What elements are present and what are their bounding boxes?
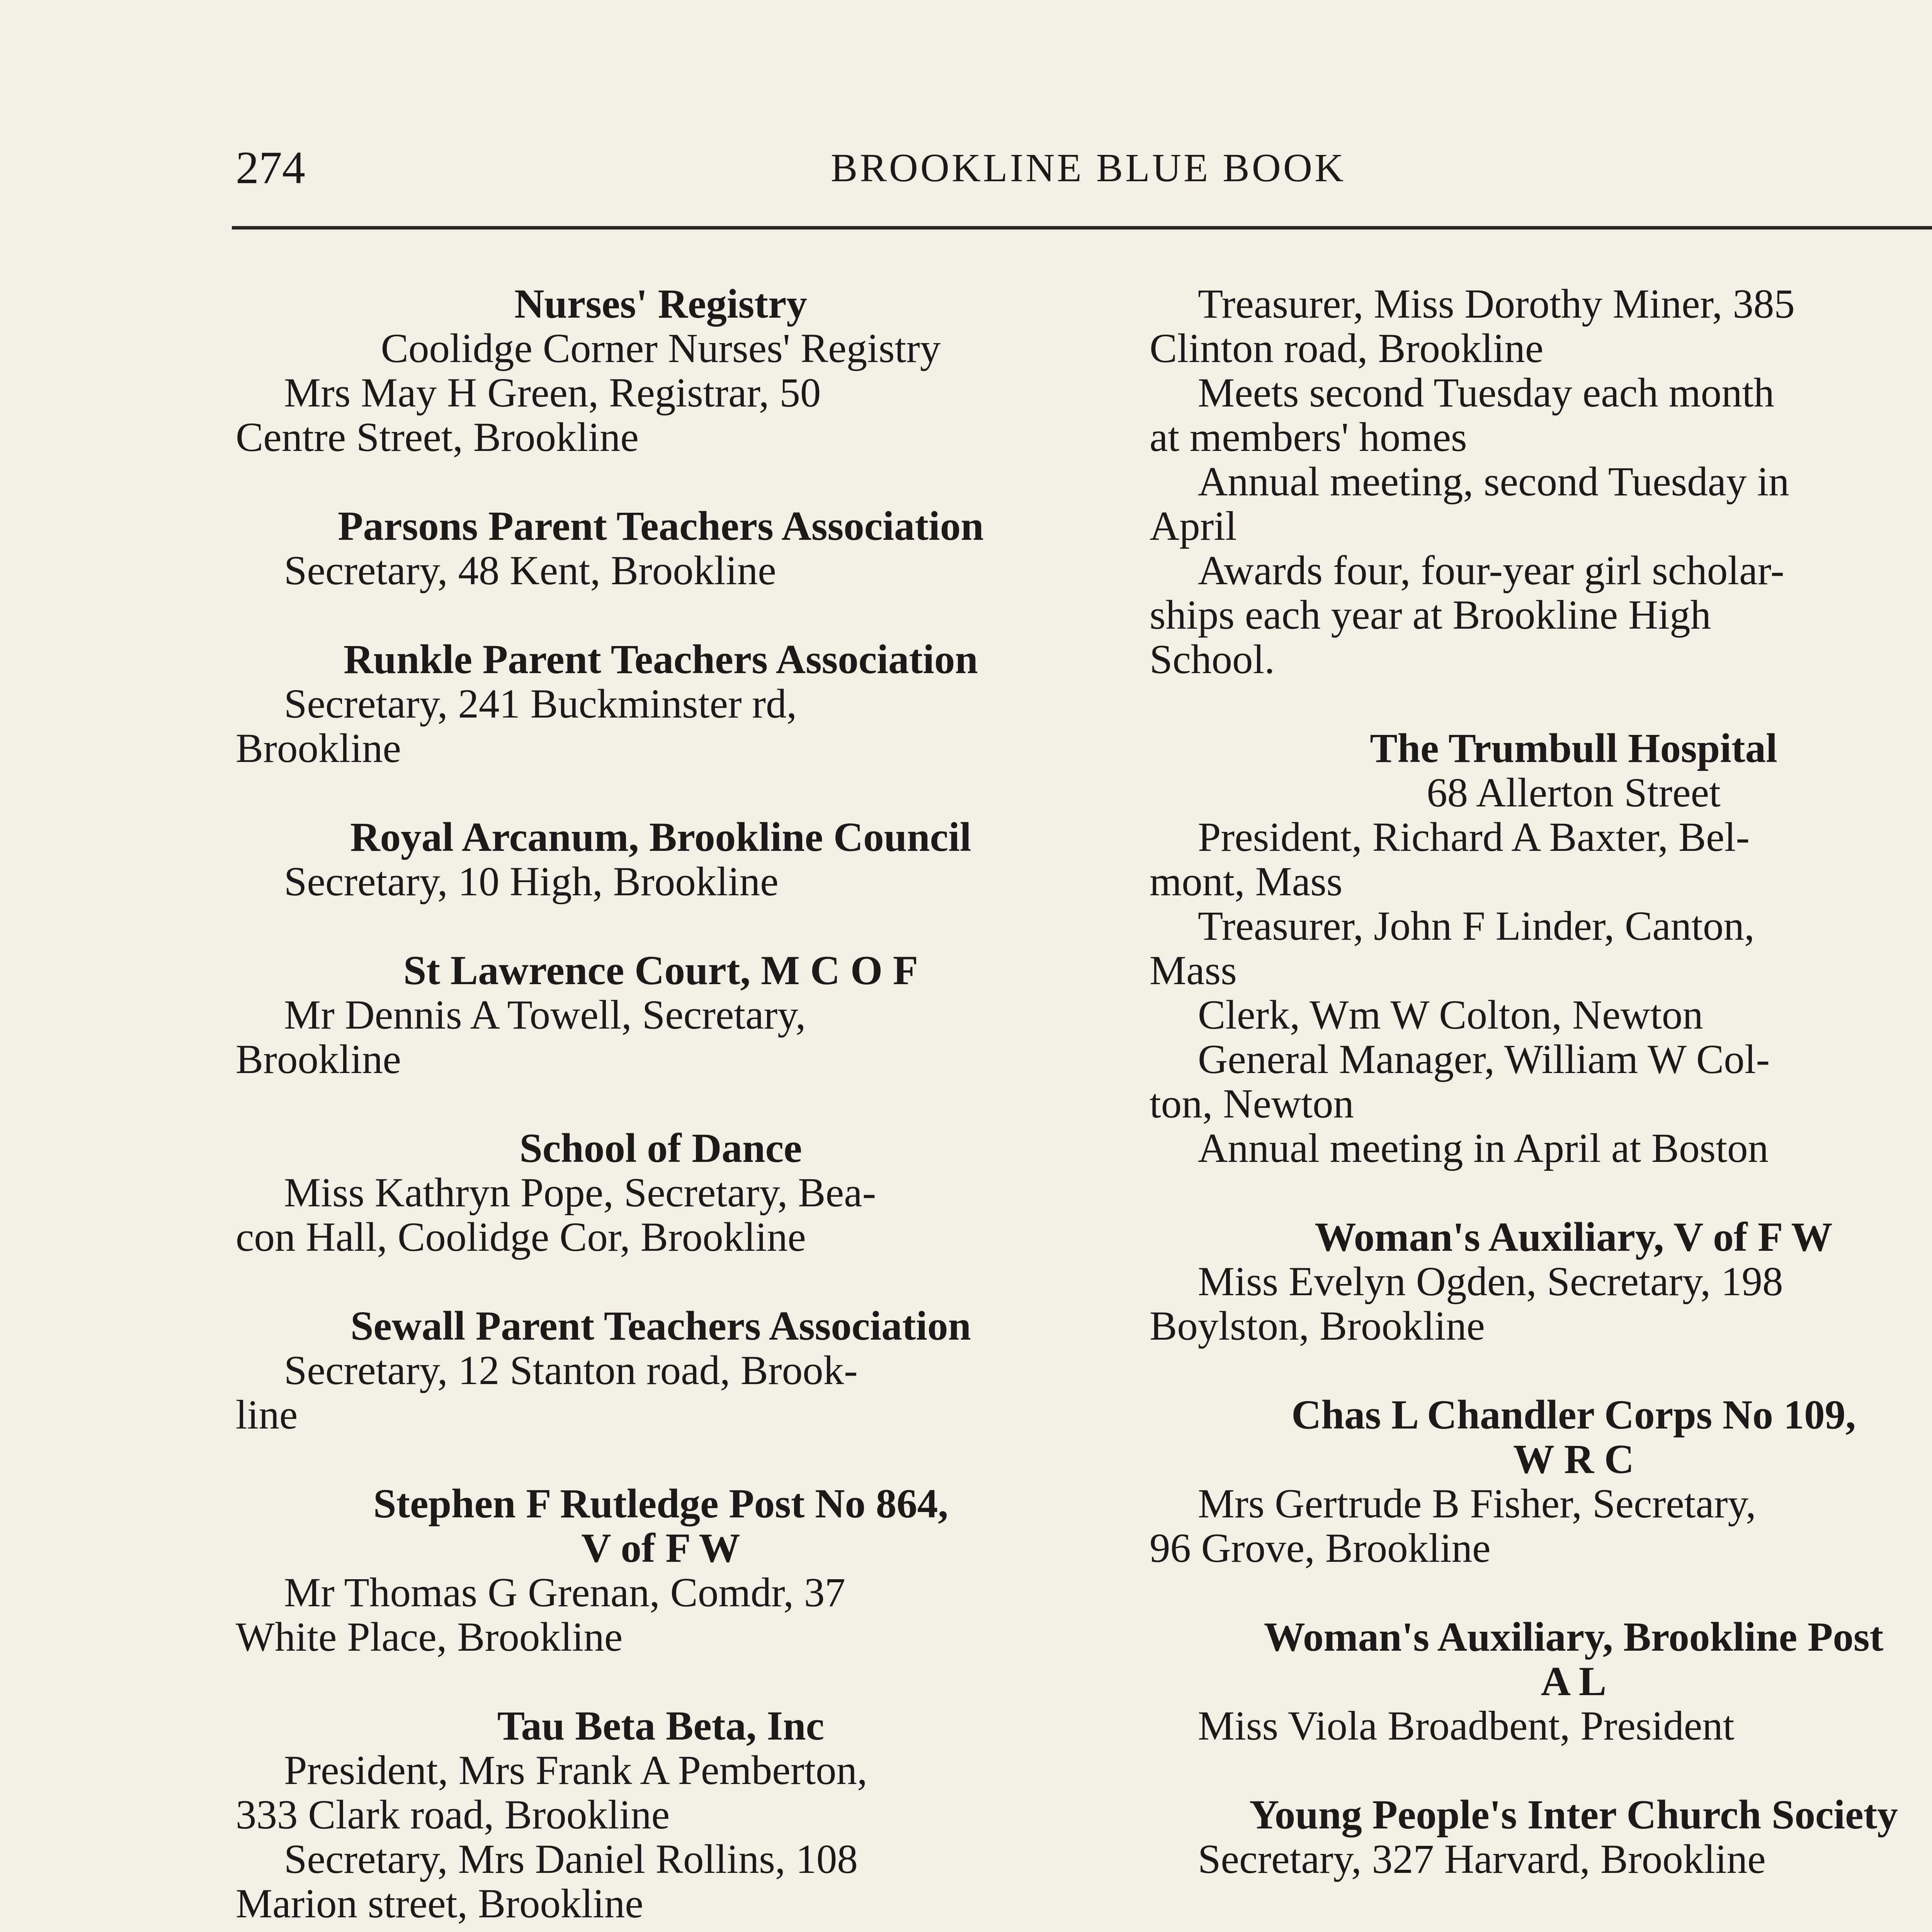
entry-line: Coolidge Corner Nurses' Registry <box>381 326 941 371</box>
directory-entry <box>236 638 1086 771</box>
entry-line: 68 Allerton Street <box>1427 770 1721 816</box>
directory-entry <box>1150 1793 1932 1882</box>
entry-heading: Tau Beta Beta, Inc <box>497 1703 825 1749</box>
entry-heading: Sewall Parent Teachers Association <box>350 1303 971 1349</box>
entry-line: Meets second Tuesday each month <box>1198 370 1774 416</box>
entry-line: Miss Kathryn Pope, Secretary, Bea- <box>284 1170 876 1216</box>
entry-line: Clinton road, Brookline <box>1150 326 1544 371</box>
entry-line: at members' homes <box>1150 415 1467 460</box>
entry-gap <box>236 1082 1086 1126</box>
directory-entry <box>236 1704 1086 1926</box>
entry-line: Secretary, 48 Kent, Brookline <box>284 548 776 594</box>
entry-line: Mr Dennis A Towell, Secretary, <box>284 992 806 1038</box>
directory-entry <box>236 1304 1086 1437</box>
entry-gap <box>236 1660 1086 1704</box>
entry-line: Mr Thomas G Grenan, Comdr, 37 <box>284 1570 845 1616</box>
directory-entry <box>236 815 1086 904</box>
entry-heading: Royal Arcanum, Brookline Council <box>350 815 971 860</box>
entry-line: mont, Mass <box>1150 859 1343 905</box>
entry-gap <box>1150 1748 1932 1793</box>
entry-gap <box>236 904 1086 949</box>
entry-heading: Runkle Parent Teachers Association <box>344 637 978 682</box>
entry-heading: Stephen F Rutledge Post No 864, <box>373 1481 949 1527</box>
entry-line: Secretary, 327 Harvard, Brookline <box>1198 1837 1766 1882</box>
entry-line: Secretary, 241 Buckminster rd, <box>284 681 797 727</box>
entry-line: Mass <box>1150 948 1237 993</box>
entry-gap <box>1150 1171 1932 1215</box>
running-title: BROOKLINE BLUE BOOK <box>831 146 1346 190</box>
directory-entry <box>236 1126 1086 1260</box>
entry-line: Boylston, Brookline <box>1150 1303 1485 1349</box>
directory-entry <box>236 949 1086 1082</box>
entry-gap <box>1150 1571 1932 1615</box>
page-header <box>236 141 1932 193</box>
entry-gap <box>236 593 1086 638</box>
entry-gap <box>236 771 1086 815</box>
entry-line: Centre Street, Brookline <box>236 415 639 460</box>
entry-heading: Parsons Parent Teachers Association <box>338 503 984 549</box>
entry-line: Brookline <box>236 1037 401 1082</box>
entry-line: Clerk, Wm W Colton, Newton <box>1198 992 1703 1038</box>
entry-line: Mrs Gertrude B Fisher, Secretary, <box>1198 1481 1756 1527</box>
directory-entry <box>1150 726 1932 1171</box>
entry-gap <box>236 1260 1086 1304</box>
entry-line: Treasurer, Miss Dorothy Miner, 385 <box>1198 281 1795 327</box>
entry-line: General Manager, William W Col- <box>1198 1037 1770 1082</box>
entry-gap <box>236 460 1086 504</box>
entry-gap <box>1150 682 1932 726</box>
directory-entry <box>236 282 1086 460</box>
directory-entry <box>1150 1615 1932 1748</box>
entry-line: Secretary, Mrs Daniel Rollins, 108 <box>284 1837 858 1882</box>
entry-heading: Woman's Auxiliary, V of F W <box>1315 1214 1833 1260</box>
entry-line: Awards four, four-year girl scholar- <box>1198 548 1784 594</box>
entry-line: 96 Grove, Brookline <box>1150 1526 1491 1571</box>
directory-entry <box>1150 1393 1932 1571</box>
entry-heading: The Trumbull Hospital <box>1370 726 1777 771</box>
entry-line: Marion street, Brookline <box>236 1881 643 1927</box>
entry-heading-continued: V of F W <box>581 1526 740 1571</box>
directory-entry <box>236 1482 1086 1660</box>
entry-heading: Young People's Inter Church Society <box>1249 1792 1898 1838</box>
entry-line: Annual meeting, second Tuesday in <box>1198 459 1789 505</box>
entry-line: President, Mrs Frank A Pemberton, <box>284 1748 867 1793</box>
entry-gap <box>236 1437 1086 1482</box>
entry-heading-continued: A L <box>1541 1659 1607 1704</box>
entry-line: April <box>1150 503 1237 549</box>
left-column <box>236 282 1086 1926</box>
entry-line: Brookline <box>236 726 401 771</box>
entry-line: Miss Viola Broadbent, President <box>1198 1703 1735 1749</box>
entry-line: line <box>236 1392 298 1438</box>
entry-line: Mrs May H Green, Registrar, 50 <box>284 370 821 416</box>
entry-line: White Place, Brookline <box>236 1614 623 1660</box>
entry-line: School. <box>1150 637 1275 682</box>
entry-heading: Nurses' Registry <box>514 281 807 327</box>
page-number: 274 <box>236 142 305 193</box>
entry-line: ton, Newton <box>1150 1081 1354 1127</box>
entry-line: Annual meeting in April at Boston <box>1198 1126 1769 1171</box>
entry-heading: Woman's Auxiliary, Brookline Post <box>1264 1614 1884 1660</box>
entry-line: Secretary, 12 Stanton road, Brook- <box>284 1348 858 1393</box>
entry-heading-continued: W R C <box>1513 1437 1634 1482</box>
entry-line: Treasurer, John F Linder, Canton, <box>1198 903 1755 949</box>
entry-line: con Hall, Coolidge Cor, Brookline <box>236 1214 806 1260</box>
entry-heading: St Lawrence Court, M C O F <box>403 948 918 993</box>
directory-entry <box>1150 282 1932 682</box>
right-column <box>1150 282 1932 1882</box>
entry-line: 333 Clark road, Brookline <box>236 1792 670 1838</box>
entry-line: Miss Evelyn Ogden, Secretary, 198 <box>1198 1259 1783 1304</box>
header-rule <box>232 226 1932 230</box>
entry-line: Secretary, 10 High, Brookline <box>284 859 779 905</box>
directory-entry <box>236 504 1086 593</box>
entry-heading: School of Dance <box>519 1126 802 1171</box>
directory-entry <box>1150 1215 1932 1349</box>
entry-heading: Chas L Chandler Corps No 109, <box>1291 1392 1856 1438</box>
entry-line: ships each year at Brookline High <box>1150 592 1711 638</box>
entry-line: President, Richard A Baxter, Bel- <box>1198 815 1750 860</box>
entry-gap <box>1150 1349 1932 1393</box>
